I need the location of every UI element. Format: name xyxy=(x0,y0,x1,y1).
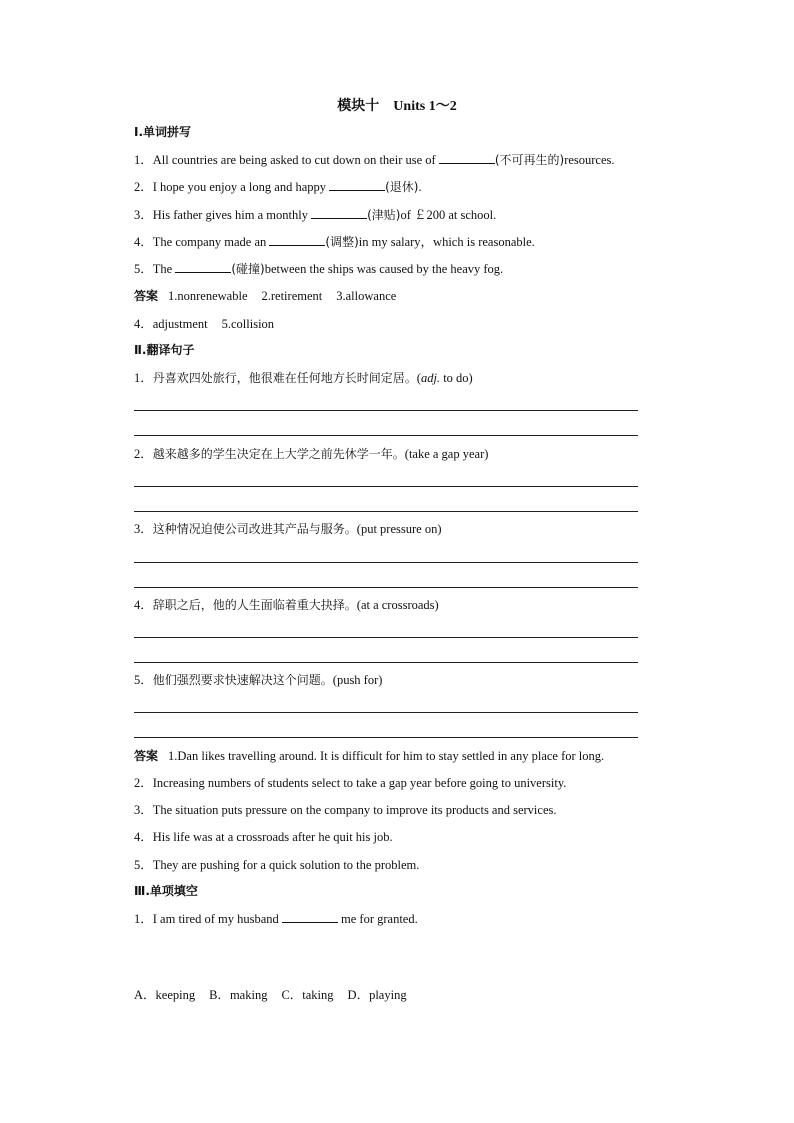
s1-item-5: 5．The (碰撞)between the ships was caused by the heavy fog. xyxy=(134,262,504,276)
s1-item-2: 2．I hope you enjoy a long and happy (退休). xyxy=(134,180,422,194)
answer-blank[interactable] xyxy=(282,911,338,923)
option-b[interactable]: B．making xyxy=(209,988,268,1002)
s2-answer-4: 4．His life was at a crossroads after he quit his job. xyxy=(134,830,393,844)
s1-item-4: 4．The company made an (调整)in my salary，which is reasonable. xyxy=(134,235,535,249)
s1-item-1: 1．All countries are being asked to cut down on their use of (不可再生的)resources. xyxy=(134,153,615,167)
s3-question-1: 1．I am tired of my husband me for granted. xyxy=(134,912,418,926)
s2-item-3: 3．这种情况迫使公司改进其产品与服务。(put pressure on) xyxy=(134,522,442,536)
answer-blank[interactable] xyxy=(175,261,231,273)
s2-answer-5: 5．They are pushing for a quick solution to the problem. xyxy=(134,858,420,872)
answer-line[interactable] xyxy=(134,712,638,713)
s1-answers-line-2: 4．adjustment 5.collision xyxy=(134,317,275,331)
s2-item-4: 4．辞职之后，他的人生面临着重大抉择。(at a crossroads) xyxy=(134,598,439,612)
section-2-heading: Ⅱ.翻译句子 xyxy=(134,343,195,357)
answer-line[interactable] xyxy=(134,486,638,487)
s2-answer-2: 2．Increasing numbers of students select to take a gap year before going to university. xyxy=(134,776,567,790)
s2-item-1: 1．丹喜欢四处旅行，他很难在任何地方长时间定居。(adj. to do) xyxy=(134,371,473,385)
s2-answer-1: 答案 1.Dan likes travelling around. It is difficult for him to stay settled in any place for long. xyxy=(134,749,605,763)
page-title: 模块十 Units 1～2 xyxy=(337,99,457,114)
answer-line[interactable] xyxy=(134,637,638,638)
answer-blank[interactable] xyxy=(439,152,495,164)
answer-line[interactable] xyxy=(134,587,638,588)
answer-blank[interactable] xyxy=(269,234,325,246)
s3-options xyxy=(134,987,421,1003)
section-1-heading: Ⅰ.单词拼写 xyxy=(134,125,192,139)
option-a[interactable]: A．keeping xyxy=(134,988,196,1002)
answer-line[interactable] xyxy=(134,410,638,411)
option-c[interactable]: C．taking xyxy=(281,988,334,1002)
answer-line[interactable] xyxy=(134,511,638,512)
answer-blank[interactable] xyxy=(311,207,367,219)
s2-item-5: 5．他们强烈要求快速解决这个问题。(push for) xyxy=(134,673,383,687)
option-d[interactable]: D．playing xyxy=(347,988,407,1002)
answer-line[interactable] xyxy=(134,435,638,436)
s1-answers-line-1: 答案 1.nonrenewable 2.retirement 3.allowance xyxy=(134,289,397,303)
answer-line[interactable] xyxy=(134,737,638,738)
s2-answer-3: 3．The situation puts pressure on the company to improve its products and services. xyxy=(134,803,557,817)
answer-line[interactable] xyxy=(134,662,638,663)
s2-item-2: 2．越来越多的学生决定在上大学之前先休学一年。(take a gap year) xyxy=(134,447,489,461)
answer-line[interactable] xyxy=(134,562,638,563)
section-3-heading: Ⅲ.单项填空 xyxy=(134,884,198,898)
s1-item-3: 3．His father gives him a monthly (津贴)of ￡200 at school. xyxy=(134,208,497,222)
answer-blank[interactable] xyxy=(329,179,385,191)
